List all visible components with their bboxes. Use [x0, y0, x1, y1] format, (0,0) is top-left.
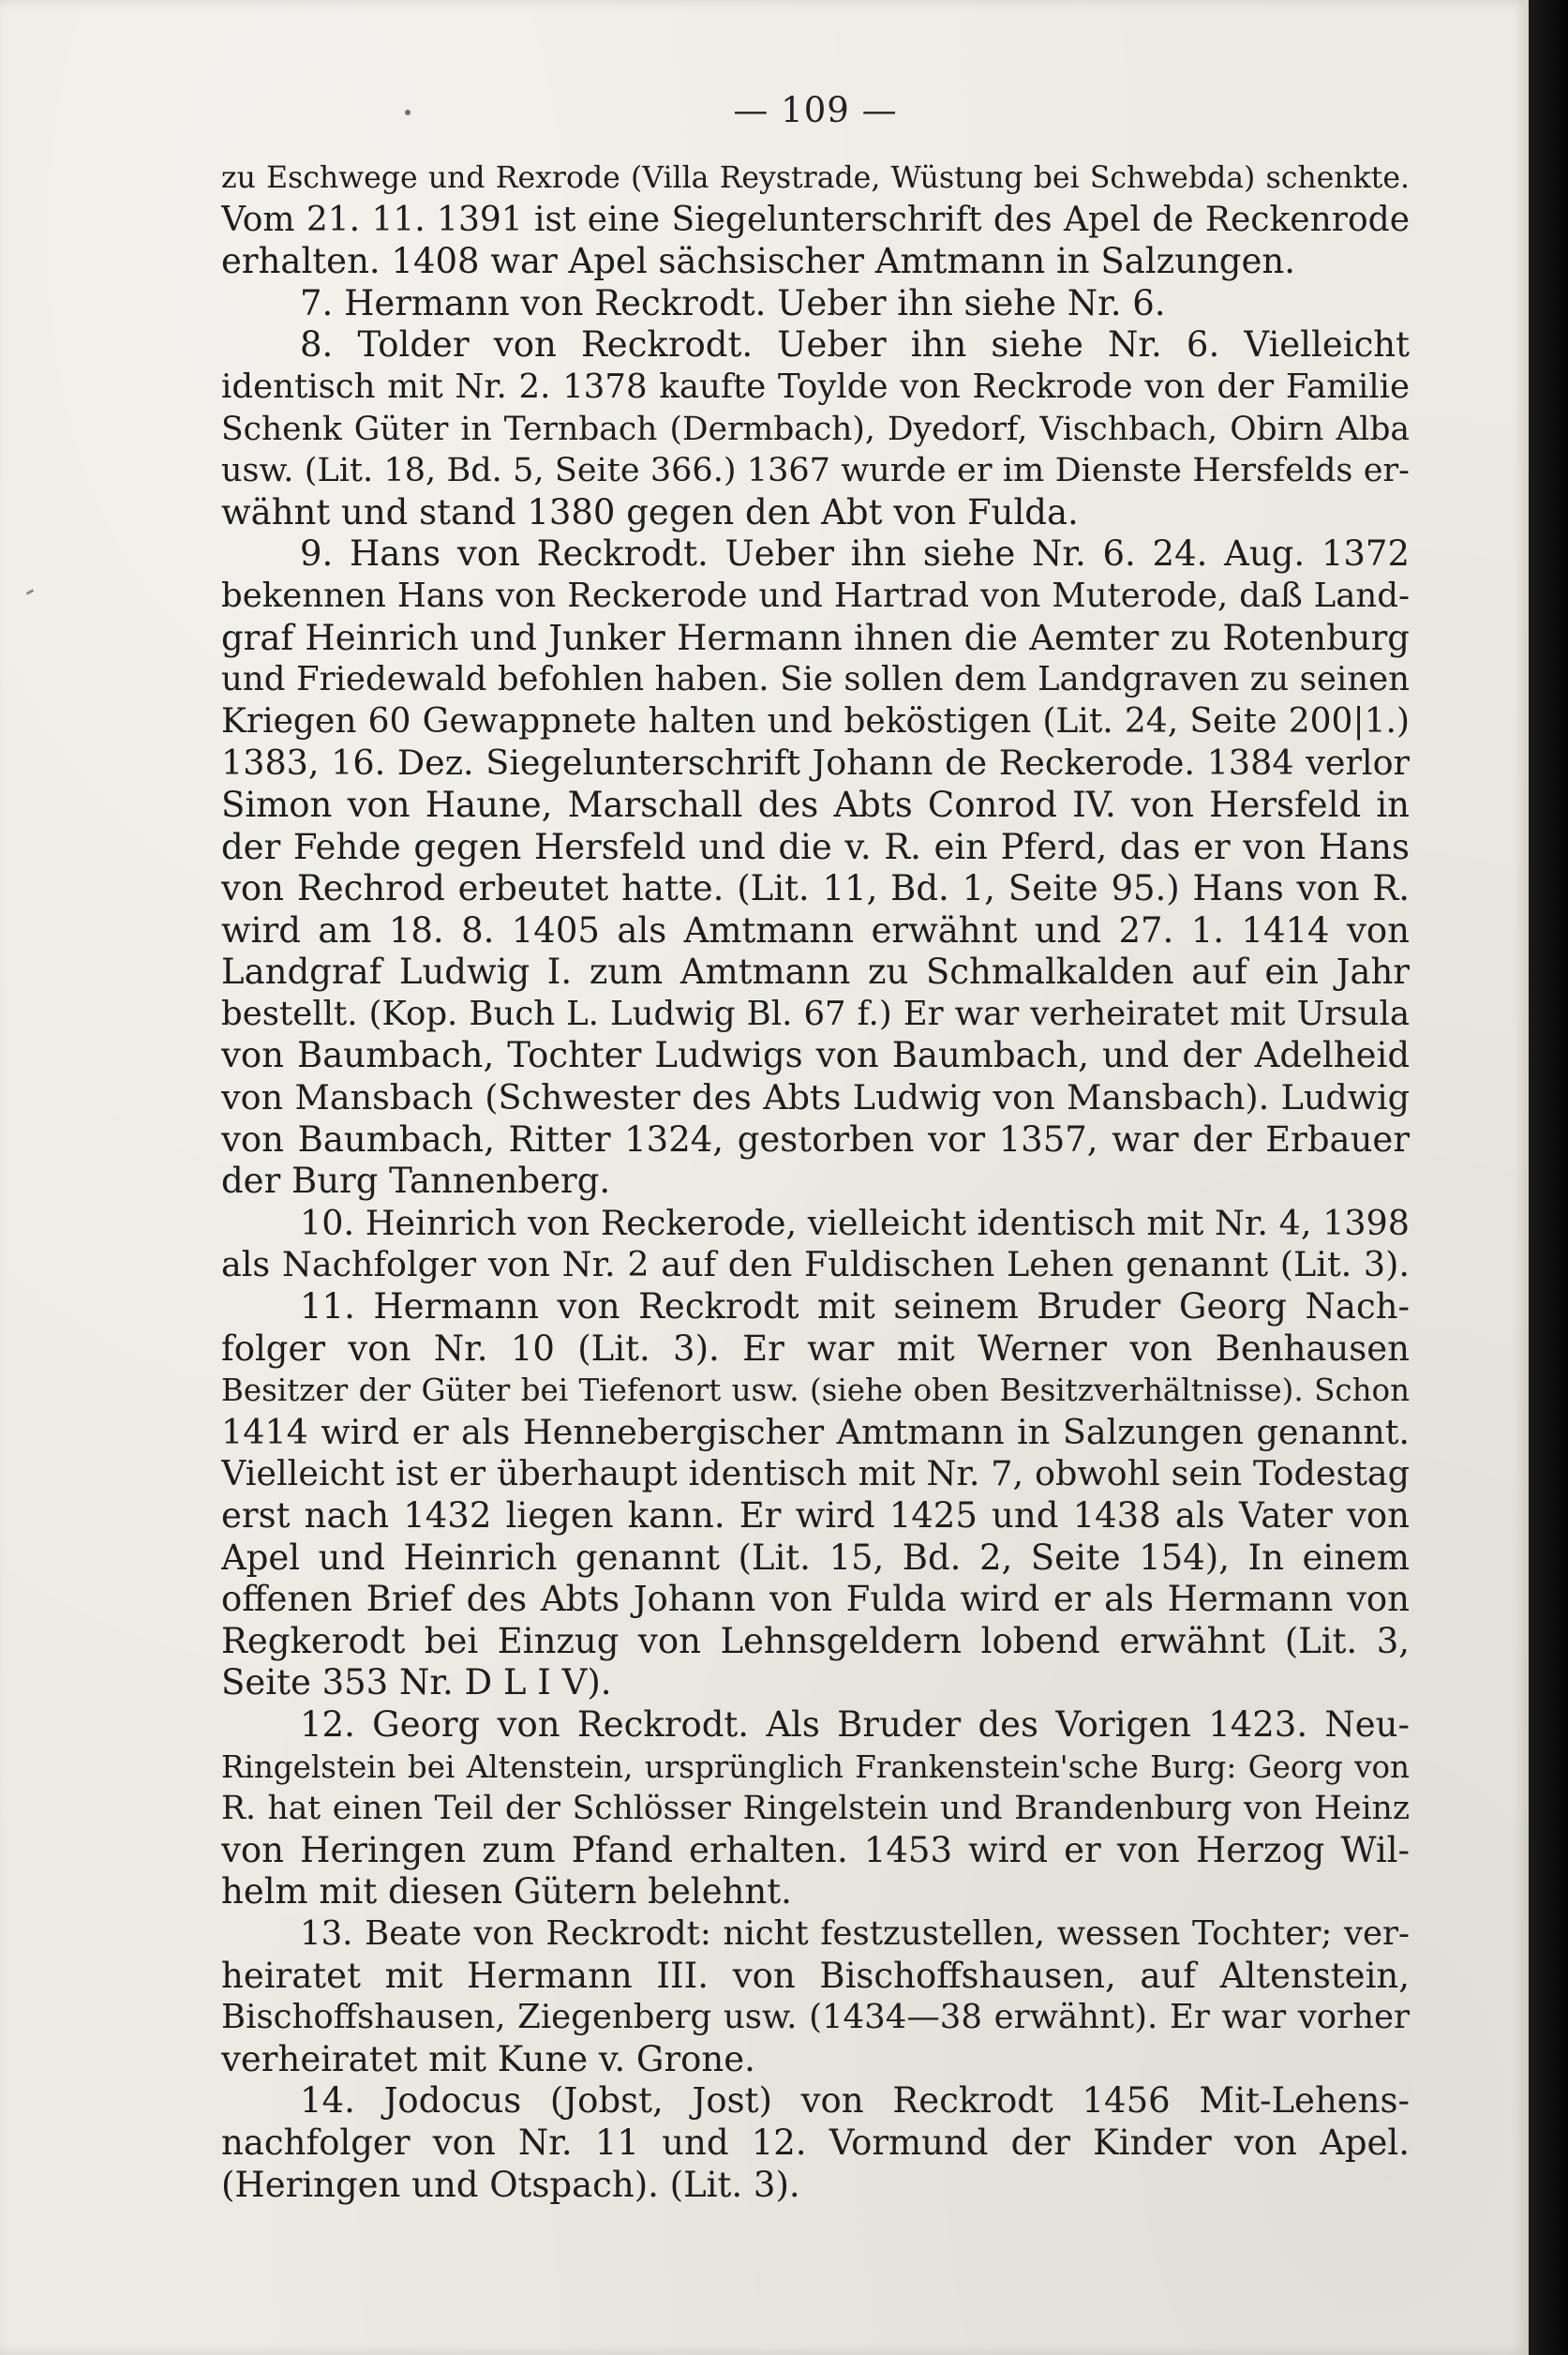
text-line: von Baumbach, Tochter Ludwigs von Baumbach, und der Adelheid	[221, 1035, 1410, 1076]
text-line: heiratet mit Hermann III. von Bischoffshausen, auf Altenstein,	[221, 1955, 1410, 1996]
text-line: graf Heinrich und Junker Hermann ihnen die Aemter zu Rotenburg	[221, 617, 1410, 658]
text-line: bestellt. (Kop. Buch L. Ludwig Bl. 67 f.) Er war verheiratet mit Ursula	[221, 994, 1410, 1033]
text-line: von Baumbach, Ritter 1324, gestorben vor 1357, war der Erbauer	[221, 1118, 1410, 1160]
text-line: Besitzer der Güter bei Tiefenort usw. (siehe oben Besitzverhältnisse). Schon	[221, 1372, 1410, 1409]
text-line: verheiratet mit Kune v. Grone.	[221, 2038, 755, 2079]
text-line: Vom 21. 11. 1391 ist eine Siegelunterschrift des Apel de Reckenrode	[221, 200, 1410, 239]
text-line: nachfolger von Nr. 11 und 12. Vormund der Kinder von Apel.	[221, 2122, 1410, 2163]
text-line: Landgraf Ludwig I. zum Amtmann zu Schmalkalden auf ein Jahr	[221, 952, 1410, 993]
text-line: R. hat einen Teil der Schlösser Ringelstein und Brandenburg von Heinz	[221, 1790, 1410, 1828]
text-line: (Heringen und Otspach). (Lit. 3).	[221, 2164, 800, 2205]
text-line: 1414 wird er als Hennebergischer Amtmann in Salzungen genannt.	[221, 1411, 1410, 1452]
text-line: Bischoffshausen, Ziegenberg usw. (1434—38 erwähnt). Er war vorher	[221, 1998, 1410, 2037]
text-line: bekennen Hans von Reckerode und Hartrad von Muterode, daß Land-	[221, 576, 1410, 615]
text-line: 13. Beate von Reckrodt: nicht festzustellen, wessen Tochter; ver-	[300, 1913, 1410, 1953]
text-line: Seite 353 Nr. D L I V).	[221, 1662, 612, 1703]
text-line: 14. Jodocus (Jobst, Jost) von Reckrodt 1456 Mit-Lehens-	[300, 2080, 1410, 2122]
text-line: 12. Georg von Reckrodt. Als Bruder des Vorigen 1423. Neu-	[300, 1703, 1410, 1745]
text-line: von Mansbach (Schwester des Abts Ludwig von Mansbach). Ludwig	[221, 1077, 1410, 1118]
text-line: usw. (Lit. 18, Bd. 5, Seite 366.) 1367 wurde er im Dienste Hersfelds er-	[221, 452, 1410, 490]
text-line: Schenk Güter in Ternbach (Dermbach), Dyedorf, Vischbach, Obirn Alba	[221, 410, 1410, 448]
text-line: identisch mit Nr. 2. 1378 kaufte Toylde von Reckrode von der Familie	[221, 367, 1410, 406]
text-line: als Nachfolger von Nr. 2 auf den Fuldischen Lehen genannt (Lit. 3).	[221, 1244, 1410, 1285]
text-line: 1383, 16. Dez. Siegelunterschrift Johann de Reckerode. 1384 verlor	[221, 742, 1410, 784]
text-line: erst nach 1432 liegen kann. Er wird 1425 und 1438 als Vater von	[221, 1495, 1410, 1536]
scan-border	[1529, 0, 1568, 2355]
text-line: von Heringen zum Pfand erhalten. 1453 wird er von Herzog Wil-	[221, 1829, 1410, 1870]
text-line: 8. Tolder von Reckrodt. Ueber ihn siehe Nr. 6. Vielleicht	[300, 324, 1410, 366]
text-line: von Rechrod erbeutet hatte. (Lit. 11, Bd. 1, Seite 95.) Hans von R.	[221, 868, 1410, 909]
text-line: erhalten. 1408 war Apel sächsischer Amtmann in Salzungen.	[221, 241, 1295, 282]
body-text	[221, 158, 1410, 2206]
text-line: Apel und Heinrich genannt (Lit. 15, Bd. 2, Seite 154), In einem	[221, 1537, 1410, 1578]
text-line: Ringelstein bei Altenstein, ursprünglich Frankenstein'sche Burg: Georg von	[221, 1748, 1410, 1785]
text-line: wähnt und stand 1380 gegen den Abt von Fulda.	[221, 491, 1079, 532]
text-line: Vielleicht ist er überhaupt identisch mit Nr. 7, obwohl sein Todestag	[221, 1453, 1410, 1494]
text-line: Regkerodt bei Einzug von Lehnsgeldern lobend erwähnt (Lit. 3,	[221, 1620, 1410, 1661]
text-line: folger von Nr. 10 (Lit. 3). Er war mit Werner von Benhausen	[221, 1328, 1410, 1369]
margin-mark	[26, 589, 34, 595]
text-line: 7. Hermann von Reckrodt. Ueber ihn siehe Nr. 6.	[300, 282, 1166, 323]
page-number: — 109 —	[733, 90, 898, 130]
text-line: Kriegen 60 Gewappnete halten und beköstigen (Lit. 24, Seite 200|1.)	[221, 701, 1410, 741]
text-line: 9. Hans von Reckrodt. Ueber ihn siehe Nr. 6. 24. Aug. 1372	[300, 533, 1410, 575]
text-line: 11. Hermann von Reckrodt mit seinem Bruder Georg Nach-	[300, 1286, 1410, 1328]
text-line: der Burg Tannenberg.	[221, 1161, 611, 1202]
text-line: helm mit diesen Gütern belehnt.	[221, 1871, 792, 1912]
text-line: der Fehde gegen Hersfeld und die v. R. ein Pferd, das er von Hans	[221, 826, 1410, 867]
text-line: zu Eschwege und Rexrode (Villa Reystrade, Wüstung bei Schwebda) schenkte.	[221, 161, 1410, 195]
text-line: 10. Heinrich von Reckerode, vielleicht identisch mit Nr. 4, 1398	[300, 1202, 1410, 1243]
text-line: wird am 18. 8. 1405 als Amtmann erwähnt und 27. 1. 1414 von	[221, 909, 1410, 951]
text-line: offenen Brief des Abts Johann von Fulda wird er als Hermann von	[221, 1579, 1410, 1620]
text-line: und Friedewald befohlen haben. Sie sollen dem Landgraven zu seinen	[221, 660, 1410, 699]
text-line: Simon von Haune, Marschall des Abts Conrod IV. von Hersfeld in	[221, 784, 1410, 825]
